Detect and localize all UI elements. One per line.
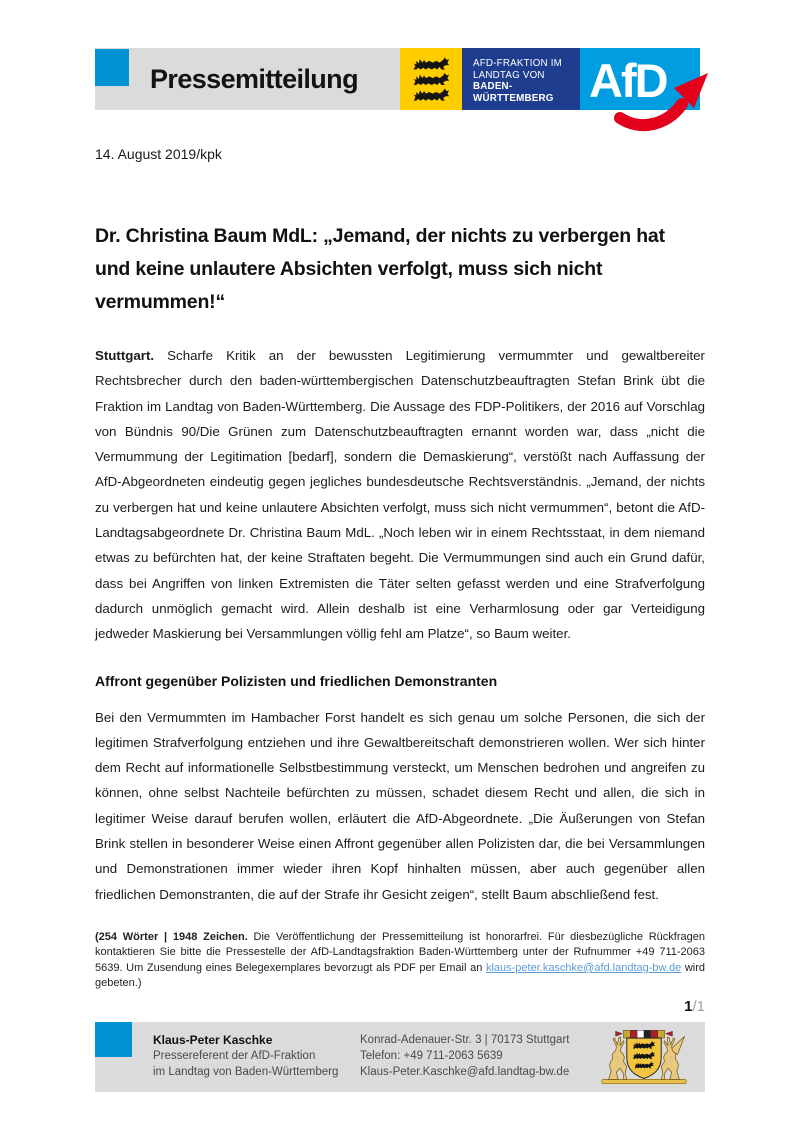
contact-role: Pressereferent der AfD-Fraktion [153, 1050, 316, 1062]
org-line: LANDTAG VON [473, 69, 545, 81]
body-paragraph-2: Bei den Vermummten im Hambacher Forst handelt es sich genau um solche Personen, die sich der legitimen Strafverfolgung entziehen und ihre Gewaltbereitschaft demonstrieren wollen. Wer sich hinter dem Recht auf informationelle Selbstbestimmung versteckt, um Menschen bedrohen und angreifen zu können, ohne selbst Nachteile befürchten zu müssen, schadet diesem Recht und allen, die sich in legitimer Weise darauf berufen wollen, erläutert die AfD-Abgeordnete. „Die Äußerungen von Stefan Brink stellen in besonderer Weise einen Affront gegenüber allen Polizisten dar, die bei Versammlungen und Demonstrationen immer wieder ihren Kopf hinhalten müssen, aber auch gegenüber allen friedlichen Demonstranten, die auf der Strafe ihr Gesicht zeigen“, stellt Baum abschließend fest. [95, 709, 705, 902]
city-lead: Stuttgart. [95, 348, 155, 363]
brand-blue-square [95, 49, 129, 86]
bw-small-arms-icon [400, 48, 462, 110]
footer-contact [153, 1032, 338, 1080]
header-bar [95, 48, 700, 110]
article-body [95, 146, 705, 992]
org-line: AFD-FRAKTION IM [473, 58, 562, 69]
address-phone: Telefon: +49 711-2063 5639 [360, 1050, 503, 1062]
afd-arrow-icon [614, 68, 716, 140]
address-email: Klaus-Peter.Kaschke@afd.landtag-bw.de [360, 1066, 570, 1078]
page-title: Dr. Christina Baum MdL: „Jemand, der nichts zu verbergen hat und keine unlautere Absichten verfolgt, muss sich nicht vermummen!“ [95, 225, 665, 313]
fraktion-wordmark [462, 48, 580, 110]
address-street: Konrad-Adenauer-Str. 3 | 70173 Stuttgart [360, 1034, 570, 1046]
org-line: BADEN- [473, 81, 513, 93]
org-line: WÜRTTEMBERG [473, 92, 554, 104]
header-gray-bar [95, 48, 400, 110]
contact-role: im Landtag von Baden-Württemberg [153, 1066, 339, 1078]
afd-logo-text: AfD [589, 54, 667, 107]
page-indicator [684, 998, 705, 1015]
current-page: 1 [684, 998, 693, 1015]
note-text: Die Veröffentlichung der Pressemitteilung ist honorarfrei. Für diesbezügliche Rückfragen kontaktieren Sie bitte die Pressestelle der AfD-Landtagsfraktion Baden-Württemberg unter der Rufnummer +49 711-2063 5639. Um Zusendung eines Belegexemplares bevorzugt als PDF per Email an [95, 930, 705, 974]
paragraph-text: Scharfe Kritik an der bewussten Legitimierung vermummter und gewaltbereiter Rechtsbrecher durch den baden-württembergischen Datenschutzbeauftragten Stefan Brink übt die Fraktion im Landtag von Baden-Württemberg. Die Aussage des FDP-Politikers, der 2016 auf Vorschlag von Bündnis 90/Die Grünen zum Datenschutzbeauftragten ernannt worden war, dass „nicht die Vermummung der Legitimation [bedarf], sondern die Demaskierung“, verstößt nach Auffassung der AfD-Abgeordneten eindeutig gegen jegliches bundesdeutsche Rechtsverständnis. „Jemand, der nichts zu verbergen hat und keine unlautere Absichten verfolgt, muss sich nicht vermummen“, betont die AfD-Landtagsabgeordnete Dr. Christina Baum MdL. „Noch leben wir in einem Rechtsstaat, in dem niemand etwas zu befürchten hat, der keine Straftaten begeht. Die Vermummungen sind auch ein Grund dafür, dass bei Angriffen von linken Extremisten die Täter selten gefasst werden und eine Strafverfolgung dadurch unmöglich gemacht wird. Allein deshalb ist eine Verharmlosung oder gar Verteidigung jedweder Maskierung bei Versammlungen völlig fehl am Platze“, so Baum weiter. [95, 348, 705, 642]
press-email-link[interactable]: klaus-peter.kaschke@afd.landtag-bw.de [485, 961, 682, 974]
afd-logo [580, 48, 700, 110]
footer-bar [95, 1022, 705, 1092]
contact-name: Klaus-Peter Kaschke [153, 1033, 273, 1047]
body-paragraph-1 [95, 343, 705, 647]
subheading: Affront gegenüber Polizisten und friedlichen Demonstranten [95, 672, 498, 689]
date-line: 14. August 2019/kpk [95, 146, 222, 162]
document-type-label: Pressemitteilung [150, 64, 358, 94]
total-pages: /1 [692, 998, 705, 1015]
editorial-note [95, 930, 705, 992]
word-count: (254 Wörter | 1948 Zeichen. [95, 930, 248, 943]
footer-address [360, 1032, 569, 1080]
bw-grand-arms-icon [588, 1025, 700, 1089]
footer-blue-square [95, 1022, 132, 1057]
note-text: wird gebeten.) [95, 961, 705, 990]
